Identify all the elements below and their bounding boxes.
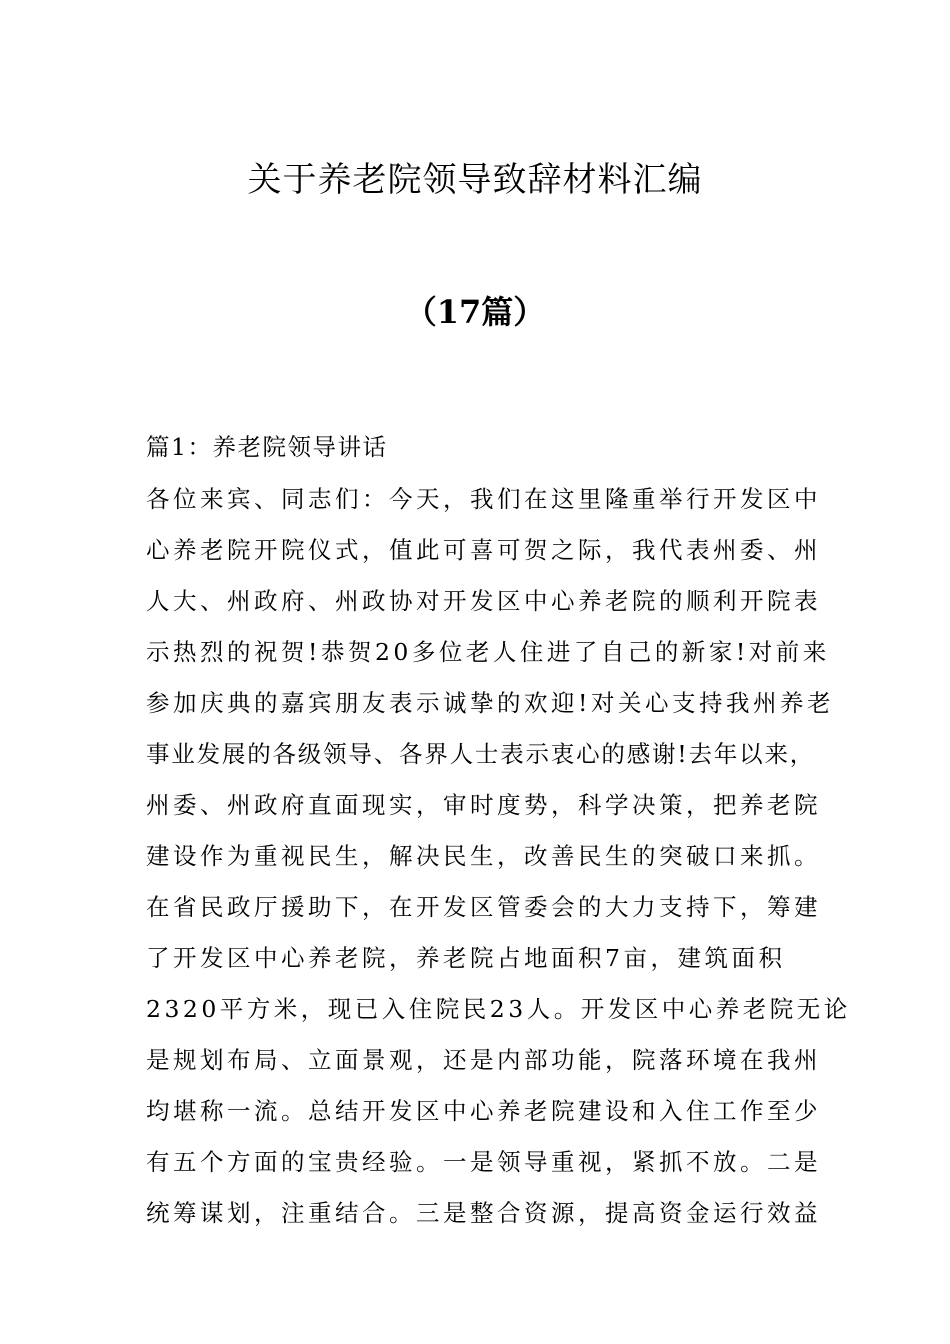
body-line: 在省民政厅援助下，在开发区管委会的大力支持下，筹建 — [146, 893, 821, 921]
document-subtitle: （17篇） — [404, 293, 546, 331]
document-title: 关于养老院领导致辞材料汇编 — [247, 160, 703, 200]
body-line: 州委、州政府直面现实，审时度势，科学决策，把养老院 — [146, 791, 821, 819]
body-line: 各位来宾、同志们：今天，我们在这里隆重举行开发区中 — [146, 485, 821, 513]
body-line: 人大、州政府、州政协对开发区中心养老院的顺利开院表 — [146, 587, 821, 615]
body-line: 2320平方米，现已入住院民23人。开发区中心养老院无论 — [146, 995, 851, 1023]
body-line: 心养老院开院仪式，值此可喜可贺之际，我代表州委、州 — [146, 536, 821, 564]
body-line: 建设作为重视民生，解决民生，改善民生的突破口来抓。 — [146, 842, 821, 870]
body-line: 是规划布局、立面景观，还是内部功能，院落环境在我州 — [146, 1046, 821, 1074]
body-line: 事业发展的各级领导、各界人士表示衷心的感谢!去年以来， — [146, 740, 816, 768]
body-line: 参加庆典的嘉宾朋友表示诚挚的欢迎!对关心支持我州养老 — [146, 689, 834, 717]
body-line: 有五个方面的宝贵经验。一是领导重视，紧抓不放。二是 — [146, 1148, 821, 1176]
body-line: 示热烈的祝贺!恭贺20多位老人住进了自己的新家!对前来 — [146, 638, 830, 666]
body-line: 了开发区中心养老院，养老院占地面积7亩，建筑面积 — [146, 944, 786, 972]
body-line: 均堪称一流。总结开发区中心养老院建设和入住工作至少 — [146, 1097, 821, 1125]
document-body — [146, 422, 851, 1239]
section-heading: 篇1：养老院领导讲话 — [146, 433, 388, 461]
body-line: 统筹谋划，注重结合。三是整合资源，提高资金运行效益 — [146, 1199, 821, 1227]
